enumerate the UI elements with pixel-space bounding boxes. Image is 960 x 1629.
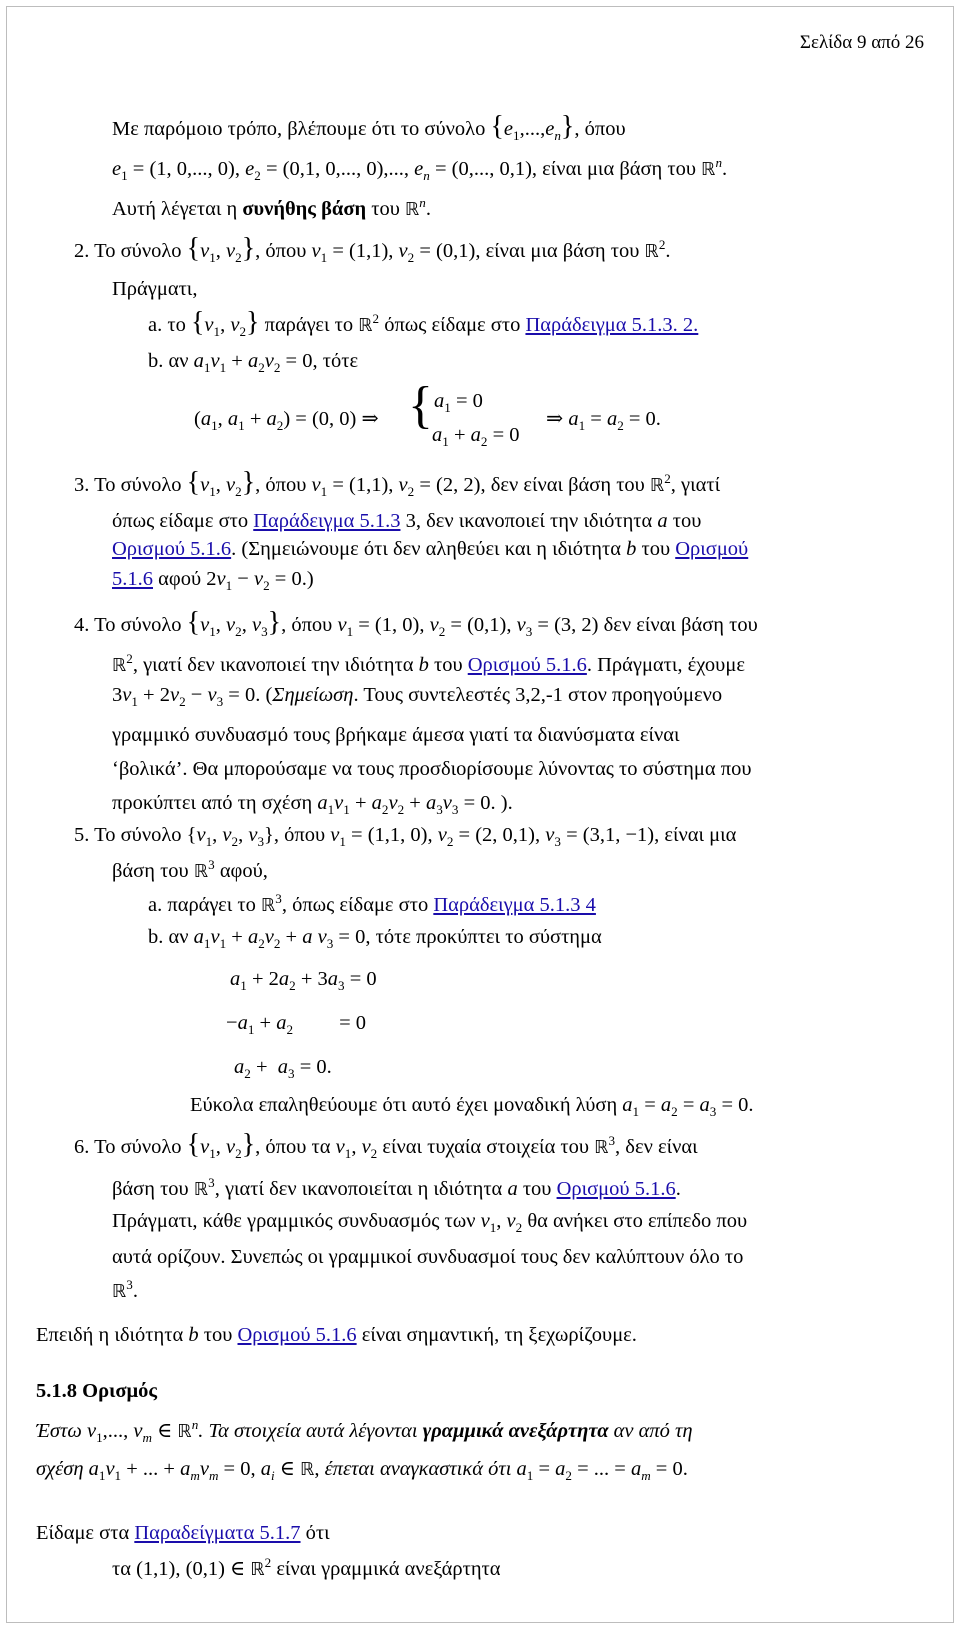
text-line: Με παρόμοιο τρόπο, βλέπουμε ότι το σύνολο $\{e_1,...,e_n\}$, όπου [112, 111, 626, 144]
text-line: 4. Το σύνολο {$v_1$, $v_2$, $v_3$}, όπου $v_1 = (1$, 0), $v_2 = (0,1)$, $v_3 = (3$, 2) δεν είναι βάση του [74, 607, 758, 640]
text-line: 3. Το σύνολο {$v_1$, $v_2$}, όπου $v_1 = (1,1)$, $v_2 = (2$, 2), δεν είναι βάση του ℝ$^2$, γιατί [74, 467, 721, 500]
brace: { [408, 377, 433, 434]
text-line: Ορισμού 5.1.6. (Σημειώνουμε ότι δεν αληθεύει και η ιδιότητα b του Ορισμού [112, 538, 749, 560]
page-number: Σελίδα 9 από 26 [799, 32, 924, 53]
text-line: αυτά ορίζουν. Συνεπώς οι γραμμικοί συνδυασμοί τους δεν καλύπτουν όλο το [112, 1246, 744, 1268]
equation: $-a_1 + a_2$ = 0 [226, 1012, 367, 1038]
text-line: Είδαμε στα Παραδείγματα 5.1.7 ότι [36, 1522, 330, 1544]
text-line: ‘βολικά’. Θα μπορούσαμε να τους προσδιορίσουμε λύνοντας το σύστημα που [112, 758, 752, 780]
text-line: σχέση $a_1v_1$ + ... + $a_mv_m = 0$, $a_i$ ∈ ℝ, έπεται αναγκαστικά ότι $a_1 = a_2$ = ... = $a_m = 0$. [36, 1458, 688, 1484]
text-line: a. το {$v_1$, $v_2$} παράγει το ℝ$^2$ όπως είδαμε στο Παράδειγμα 5.1.3. 2. [148, 307, 699, 340]
text-line: Πράγματι, κάθε γραμμικός συνδυασμός των $v_1$, $v_2$ θα ανήκει στο επίπεδο που [112, 1210, 748, 1236]
text-line: $e_1 = (1$, 0,..., 0), $e_2 = (0,1$, 0,..., 0),..., $e_n = (0$,..., 0,1), είναι μια βάση του ℝ$^n$. [112, 155, 728, 184]
text-line: 5.1.6 αφού $2v_1 - v_2 = 0$.) [112, 568, 314, 594]
text-line: Επειδή η ιδιότητα b του Ορισμού 5.1.6 είναι σημαντική, τη ξεχωρίζουμε. [36, 1324, 637, 1346]
equation: $a_2 + a_3 = 0$. [234, 1056, 332, 1082]
link-definition-5-1-6[interactable]: Ορισμού 5.1.6 [112, 538, 232, 560]
text-line: ℝ$^2$, γιατί δεν ικανοποιεί την ιδιότητα b του Ορισμού 5.1.6. Πράγματι, έχουμε [112, 651, 745, 676]
link-definition[interactable]: Ορισμού [675, 538, 749, 560]
text-line: τα (1,1), (0,1) ∈ ℝ$^2$ είναι γραμμικά ανεξάρτητα [112, 1555, 501, 1580]
text-line: βάση του ℝ$^3$, γιατί δεν ικανοποιείται η ιδιότητα a του Ορισμού 5.1.6. [112, 1175, 681, 1200]
link-example-5-1-3-4[interactable]: Παράδειγμα 5.1.3 4 [433, 894, 596, 916]
link-examples-5-1-7[interactable]: Παραδείγματα 5.1.7 [134, 1522, 301, 1544]
link-definition-5-1-6[interactable]: Ορισμού 5.1.6 [237, 1324, 357, 1346]
equation: $a_1 = 0$ [434, 390, 483, 416]
equation: $a_1 + a_2 = 0$ [432, 424, 520, 450]
link-example-5-1-3-2[interactable]: Παράδειγμα 5.1.3. 2. [525, 314, 699, 336]
text-line: 5. Το σύνολο {$v_1$, $v_2$, $v_3$}, όπου $v_1 = (1,1$, 0), $v_2 = (2$, 0,1), $v_3 = (3,1$, −1), είναι μια [74, 824, 737, 850]
text-line: Εύκολα επαληθεύουμε ότι αυτό έχει μοναδική λύση $a_1 = a_2 = a_3 = 0$. [190, 1094, 754, 1120]
text-line: $3v_1 + 2v_2 - v_3 = 0$. (Σημείωση. Τους συντελεστές 3,2,-1 στον προηγούμενο [112, 684, 723, 710]
text-line: a. παράγει το ℝ$^3$, όπως είδαμε στο Παράδειγμα 5.1.3 4 [148, 891, 596, 916]
link-definition-5-1-6[interactable]: Ορισμού 5.1.6 [556, 1178, 676, 1200]
equation: $a_1 + 2a_2 + 3a_3 = 0$ [230, 968, 377, 994]
link-example-5-1-3[interactable]: Παράδειγμα 5.1.3 [253, 510, 401, 532]
text-line: Αυτή λέγεται η συνήθης βάση του ℝ$^n$. [112, 195, 431, 220]
text-line: βάση του ℝ$^3$ αφού, [112, 857, 268, 882]
text-line: ℝ$^3$. [112, 1277, 138, 1302]
text-line: Πράγματι, [112, 278, 198, 300]
text-line: Έστω $v_1$,..., $v_m$ ∈ ℝ$^n$. Τα στοιχεία αυτά λέγονται γραμμικά ανεξάρτητα αν από τη [36, 1417, 693, 1446]
text-line: προκύπτει από τη σχέση $a_1v_1 + a_2v_2 + a_3v_3 = 0$. ). [112, 792, 513, 818]
text-line: όπως είδαμε στο Παράδειγμα 5.1.3 3, δεν ικανοποιεί την ιδιότητα a του [112, 510, 702, 532]
definition-title: 5.1.8 Ορισμός [36, 1380, 158, 1402]
text-line: 2. Το σύνολο {$v_1$, $v_2$}, όπου $v_1 = (1,1)$, $v_2 = (0,1)$, είναι μια βάση του ℝ$^2$. [74, 233, 671, 266]
text-line: b. αν $a_1v_1 + a_2v_2 = 0$, τότε [148, 350, 359, 376]
link-definition-5-1-6[interactable]: Ορισμού 5.1.6 [467, 654, 587, 676]
text-line: 6. Το σύνολο {$v_1$, $v_2$}, όπου τα $v_1$, $v_2$ είναι τυχαία στοιχεία του ℝ$^3$, δεν είναι [74, 1129, 698, 1162]
link-definition-number[interactable]: 5.1.6 [112, 568, 153, 590]
equation: ($a_1$, $a_1 + a_2) = (0$, 0) ⇒ [194, 408, 379, 434]
text-line: γραμμικό συνδυασμό τους βρήκαμε άμεσα γιατί τα διανύσματα είναι [112, 724, 680, 746]
text-line: b. αν $a_1v_1 + a_2v_2 + a$ $v_3 = 0$, τότε προκύπτει το σύστημα [148, 926, 602, 952]
equation: ⇒ $a_1 = a_2 = 0$. [546, 408, 661, 434]
